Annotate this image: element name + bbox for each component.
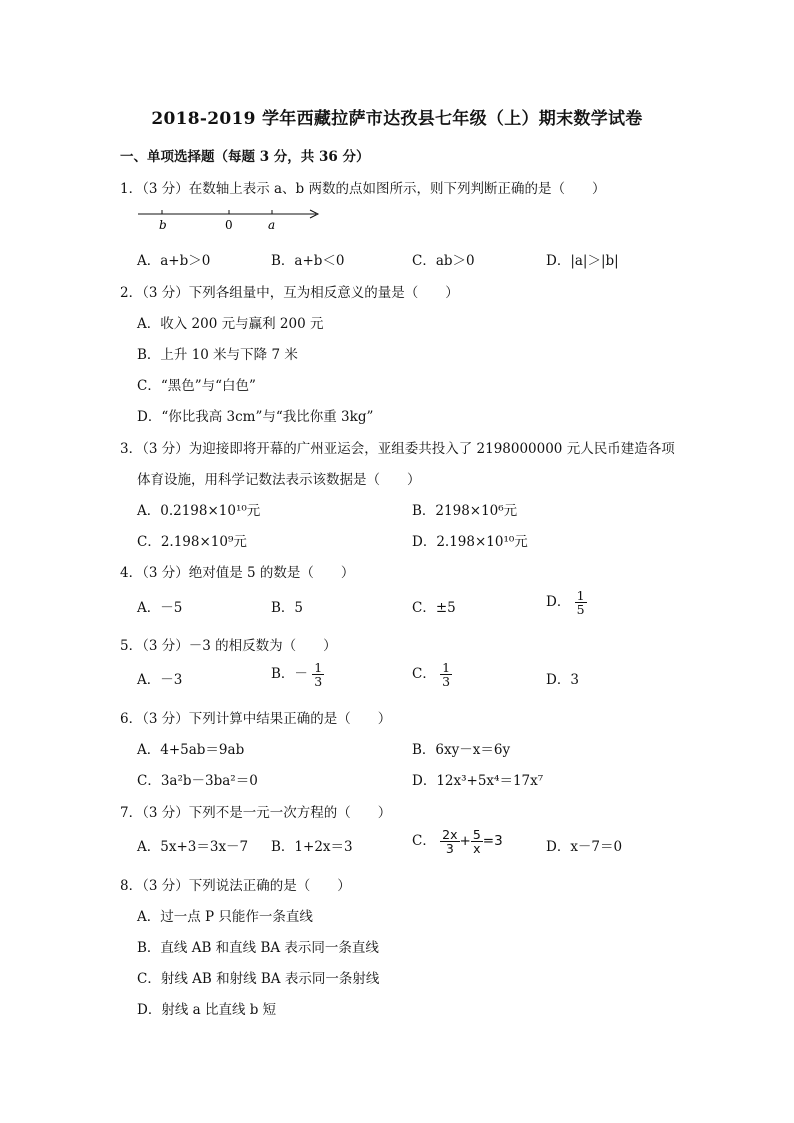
q4-option-d-fraction — [575, 589, 587, 616]
paper-title: 2018-2019 学年西藏拉萨市达孜县七年级（上）期末数学试卷 — [151, 109, 643, 129]
q3-option-b: B．2198×10⁶元 — [412, 503, 518, 519]
q2-option-d: D．“你比我高 3cm”与“我比你重 3kg” — [137, 409, 374, 425]
q4-option-d — [546, 589, 587, 616]
q4-stem: 4．（3 分）绝对值是 5 的数是（ ） — [120, 565, 355, 581]
q6-option-d: D．12x³+5x⁴＝17x⁷ — [412, 773, 544, 789]
q2-option-b: B．上升 10 米与下降 7 米 — [137, 347, 298, 363]
fraction-denominator: 5 — [576, 602, 585, 618]
fraction-numerator: 1 — [576, 588, 585, 603]
q8-option-d: D．射线 a 比直线 b 短 — [137, 1002, 277, 1018]
fraction-denominator: x — [473, 841, 481, 857]
fraction-denominator: 3 — [445, 841, 454, 857]
q5-option-c-fraction — [440, 661, 452, 688]
q7-option-c-tail: =3 — [482, 833, 503, 850]
q8-option-b: B．直线 AB 和直线 BA 表示同一条直线 — [137, 940, 379, 956]
q3-option-d: D．2.198×10¹⁰元 — [412, 534, 528, 550]
q7-stem: 7．（3 分）下列不是一元一次方程的（ ） — [120, 805, 392, 821]
q4-option-b: B．5 — [271, 600, 304, 616]
q6-stem: 6．（3 分）下列计算中结果正确的是（ ） — [120, 711, 392, 727]
fraction-numerator: 1 — [442, 660, 451, 675]
q7-option-c-fraction-1 — [440, 828, 459, 855]
q5-option-c — [412, 661, 452, 688]
q4-option-c: C．±5 — [412, 600, 456, 616]
q7-option-b: B．1+2x＝3 — [271, 839, 353, 855]
q5-stem: 5．（3 分）－3 的相反数为（ ） — [120, 638, 337, 654]
q7-option-d: D．x－7＝0 — [546, 839, 623, 855]
q3-option-c: C．2.198×10⁹元 — [137, 534, 247, 550]
fraction-denominator: 3 — [314, 674, 323, 690]
label-a: a — [268, 218, 276, 232]
fraction-denominator: 3 — [442, 674, 451, 690]
q5-option-d: D．3 — [546, 672, 579, 688]
q2-option-a: A．收入 200 元与赢利 200 元 — [137, 316, 324, 332]
q1-option-b: B．a+b＜0 — [271, 253, 345, 269]
q5-option-b — [271, 661, 324, 688]
q1-option-a: A．a+b＞0 — [137, 253, 211, 269]
q6-option-c: C．3a²b－3ba²＝0 — [137, 773, 258, 789]
fraction-numerator: 5 — [472, 827, 481, 842]
q6-option-b: B．6xy－x＝6y — [412, 742, 511, 758]
q7-option-c-fraction-2 — [471, 828, 483, 855]
q5-option-c-prefix: C． — [412, 666, 436, 683]
q7-option-c-plus: + — [459, 833, 471, 850]
fraction-numerator: 2x — [442, 827, 458, 842]
q8-stem: 8．（3 分）下列说法正确的是（ ） — [120, 878, 351, 894]
label-b: b — [159, 218, 167, 232]
q6-option-a: A．4+5ab＝9ab — [137, 742, 245, 758]
q5-option-a: A．－3 — [137, 672, 183, 688]
q1-option-c: C．ab＞0 — [412, 253, 475, 269]
q3-option-a: A．0.2198×10¹⁰元 — [137, 503, 261, 519]
q2-option-c: C．“黑色”与“白色” — [137, 378, 256, 394]
fraction-numerator: 1 — [314, 660, 323, 675]
section-heading: 一、单项选择题（每题 3 分，共 36 分） — [120, 149, 370, 165]
number-line-figure — [136, 204, 326, 234]
q1-option-d: D．|a|＞|b| — [546, 253, 619, 269]
q5-option-b-prefix: B．－ — [271, 666, 308, 683]
q3-stem-line1: 3．（3 分）为迎接即将开幕的广州亚运会，亚组委共投入了 2198000000 元人民币建造各项 — [120, 441, 675, 457]
q8-option-c: C．射线 AB 和射线 BA 表示同一条射线 — [137, 971, 380, 987]
q7-option-c — [412, 828, 503, 855]
label-zero: 0 — [225, 218, 233, 232]
q5-option-b-fraction — [312, 661, 324, 688]
q2-stem: 2．（3 分）下列各组量中，互为相反意义的量是（ ） — [120, 285, 459, 301]
q8-option-a: A．过一点 P 只能作一条直线 — [137, 909, 313, 925]
q4-option-a: A．－5 — [137, 600, 183, 616]
q1-stem: 1．（3 分）在数轴上表示 a、b 两数的点如图所示，则下列判断正确的是（ ） — [120, 181, 606, 197]
q7-option-a: A．5x+3＝3x－7 — [137, 839, 249, 855]
q3-stem-line2: 体育设施，用科学记数法表示该数据是（ ） — [137, 472, 421, 488]
q7-option-c-prefix: C． — [412, 833, 436, 850]
q4-option-d-prefix: D． — [546, 594, 571, 611]
